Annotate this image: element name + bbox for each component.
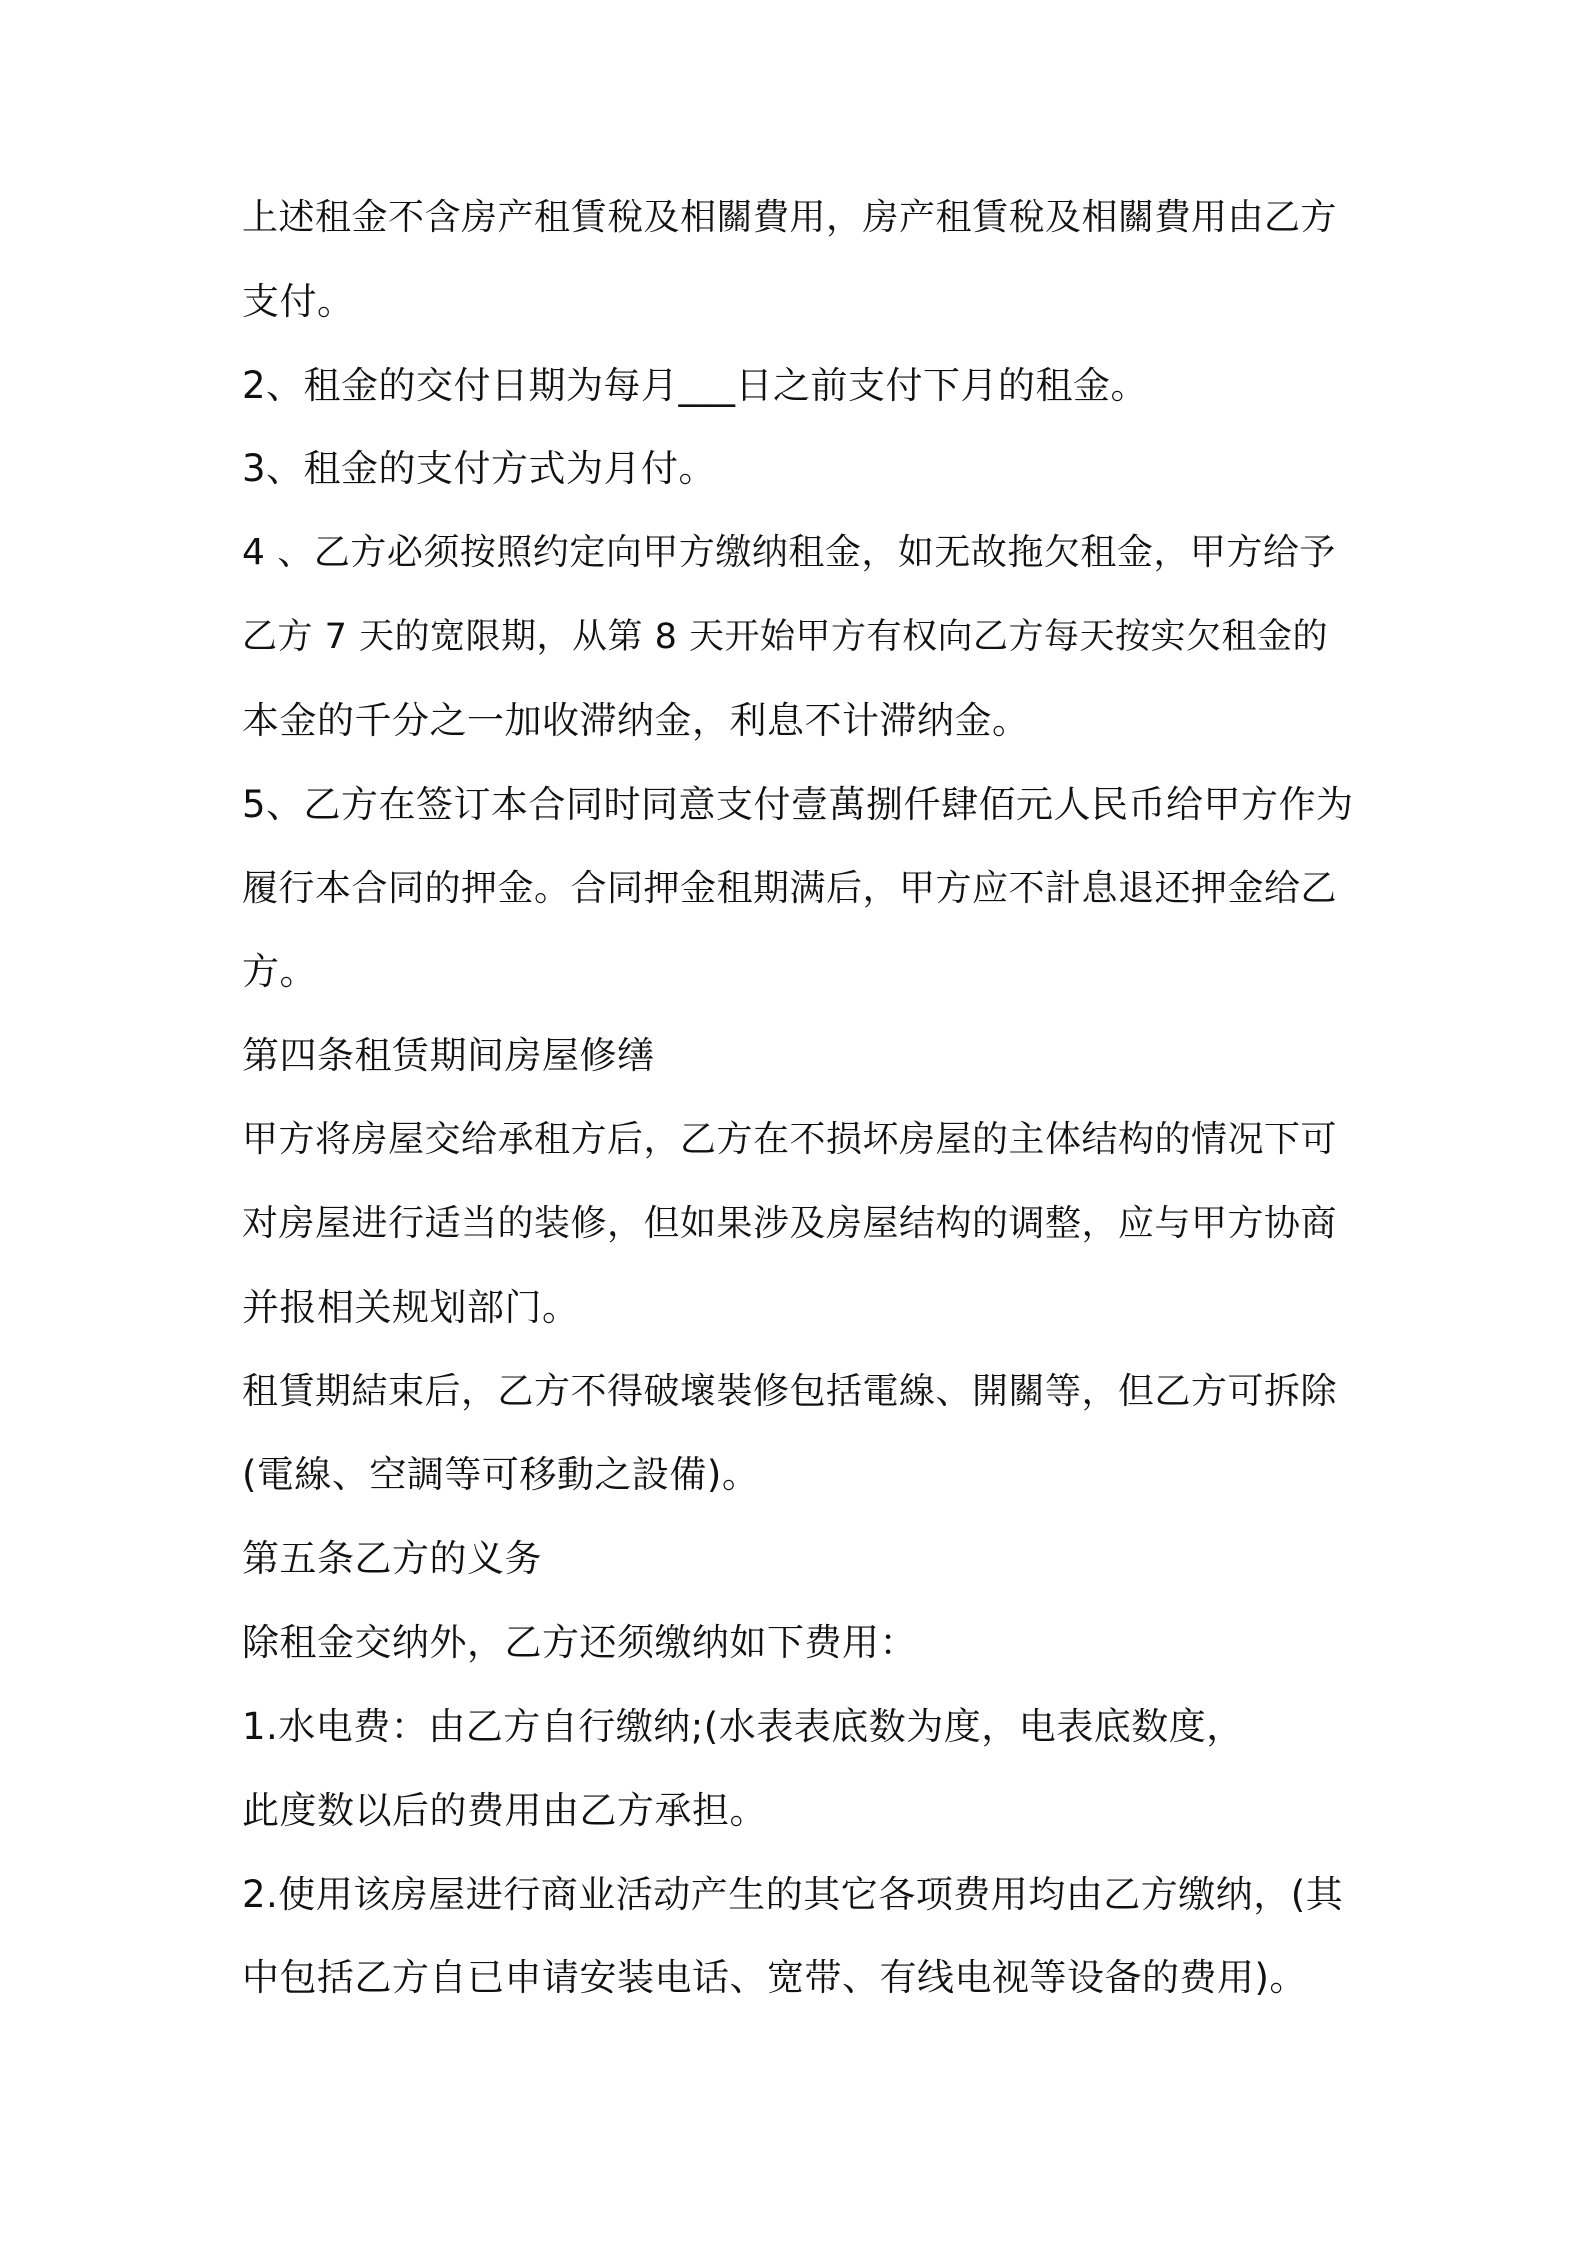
- paragraph-line: 乙方 7 天的宽限期，从第 8 天开始甲方有权向乙方每天按实欠租金的: [242, 617, 1329, 657]
- paragraph-line: 5、乙方在签订本合同时同意支付壹萬捌仟肆佰元人民币给甲方作为: [242, 783, 1354, 826]
- paragraph-line: 本金的千分之一加收滞纳金，利息不计滞纳金。: [242, 699, 1030, 742]
- paragraph-line: (電線、空調等可移動之設備)。: [242, 1453, 760, 1496]
- paragraph-line: 并报相关规划部门。: [242, 1286, 580, 1329]
- paragraph-line: 履行本合同的押金。合同押金租期满后，甲方应不計息退还押金给乙: [242, 868, 1338, 909]
- paragraph-line: 方。: [242, 950, 317, 993]
- paragraph-line: 2.使用该房屋进行商业活动产生的其它各项费用均由乙方缴纳，(其: [242, 1873, 1344, 1916]
- paragraph-line: 4 、乙方必须按照约定向甲方缴纳租金，如无故拖欠租金，甲方给予: [242, 532, 1336, 573]
- section-heading: 第四条租赁期间房屋修缮: [242, 1034, 655, 1077]
- paragraph-line: 租賃期結束后，乙方不得破壞裝修包括電線、開關等，但乙方可拆除: [242, 1371, 1338, 1412]
- paragraph-line: 上述租金不含房产租賃稅及相關費用，房产租賃稅及相關費用由乙方: [242, 197, 1338, 238]
- paragraph-line: 对房屋进行适当的装修，但如果涉及房屋结构的调整，应与甲方协商: [242, 1203, 1338, 1244]
- paragraph-line: 支付。: [242, 280, 355, 323]
- paragraph-line: 2、租金的交付日期为每月___日之前支付下月的租金。: [242, 364, 1149, 407]
- paragraph-line: 中包括乙方自已申请安装电话、宽带、有线电视等设备的费用)。: [242, 1956, 1307, 1999]
- section-heading: 第五条乙方的义务: [242, 1537, 542, 1580]
- paragraph-line: 甲方将房屋交给承租方后，乙方在不损坏房屋的主体结构的情况下可: [242, 1119, 1338, 1160]
- paragraph-line: 除租金交纳外，乙方还须缴纳如下费用：: [242, 1621, 917, 1664]
- paragraph-line: 此度数以后的费用由乙方承担。: [242, 1789, 767, 1832]
- paragraph-line: 3、租金的支付方式为月付。: [242, 447, 717, 490]
- paragraph-line: 1.水电费：由乙方自行缴纳;(水表表底数为度，电表底数度，: [242, 1705, 1244, 1748]
